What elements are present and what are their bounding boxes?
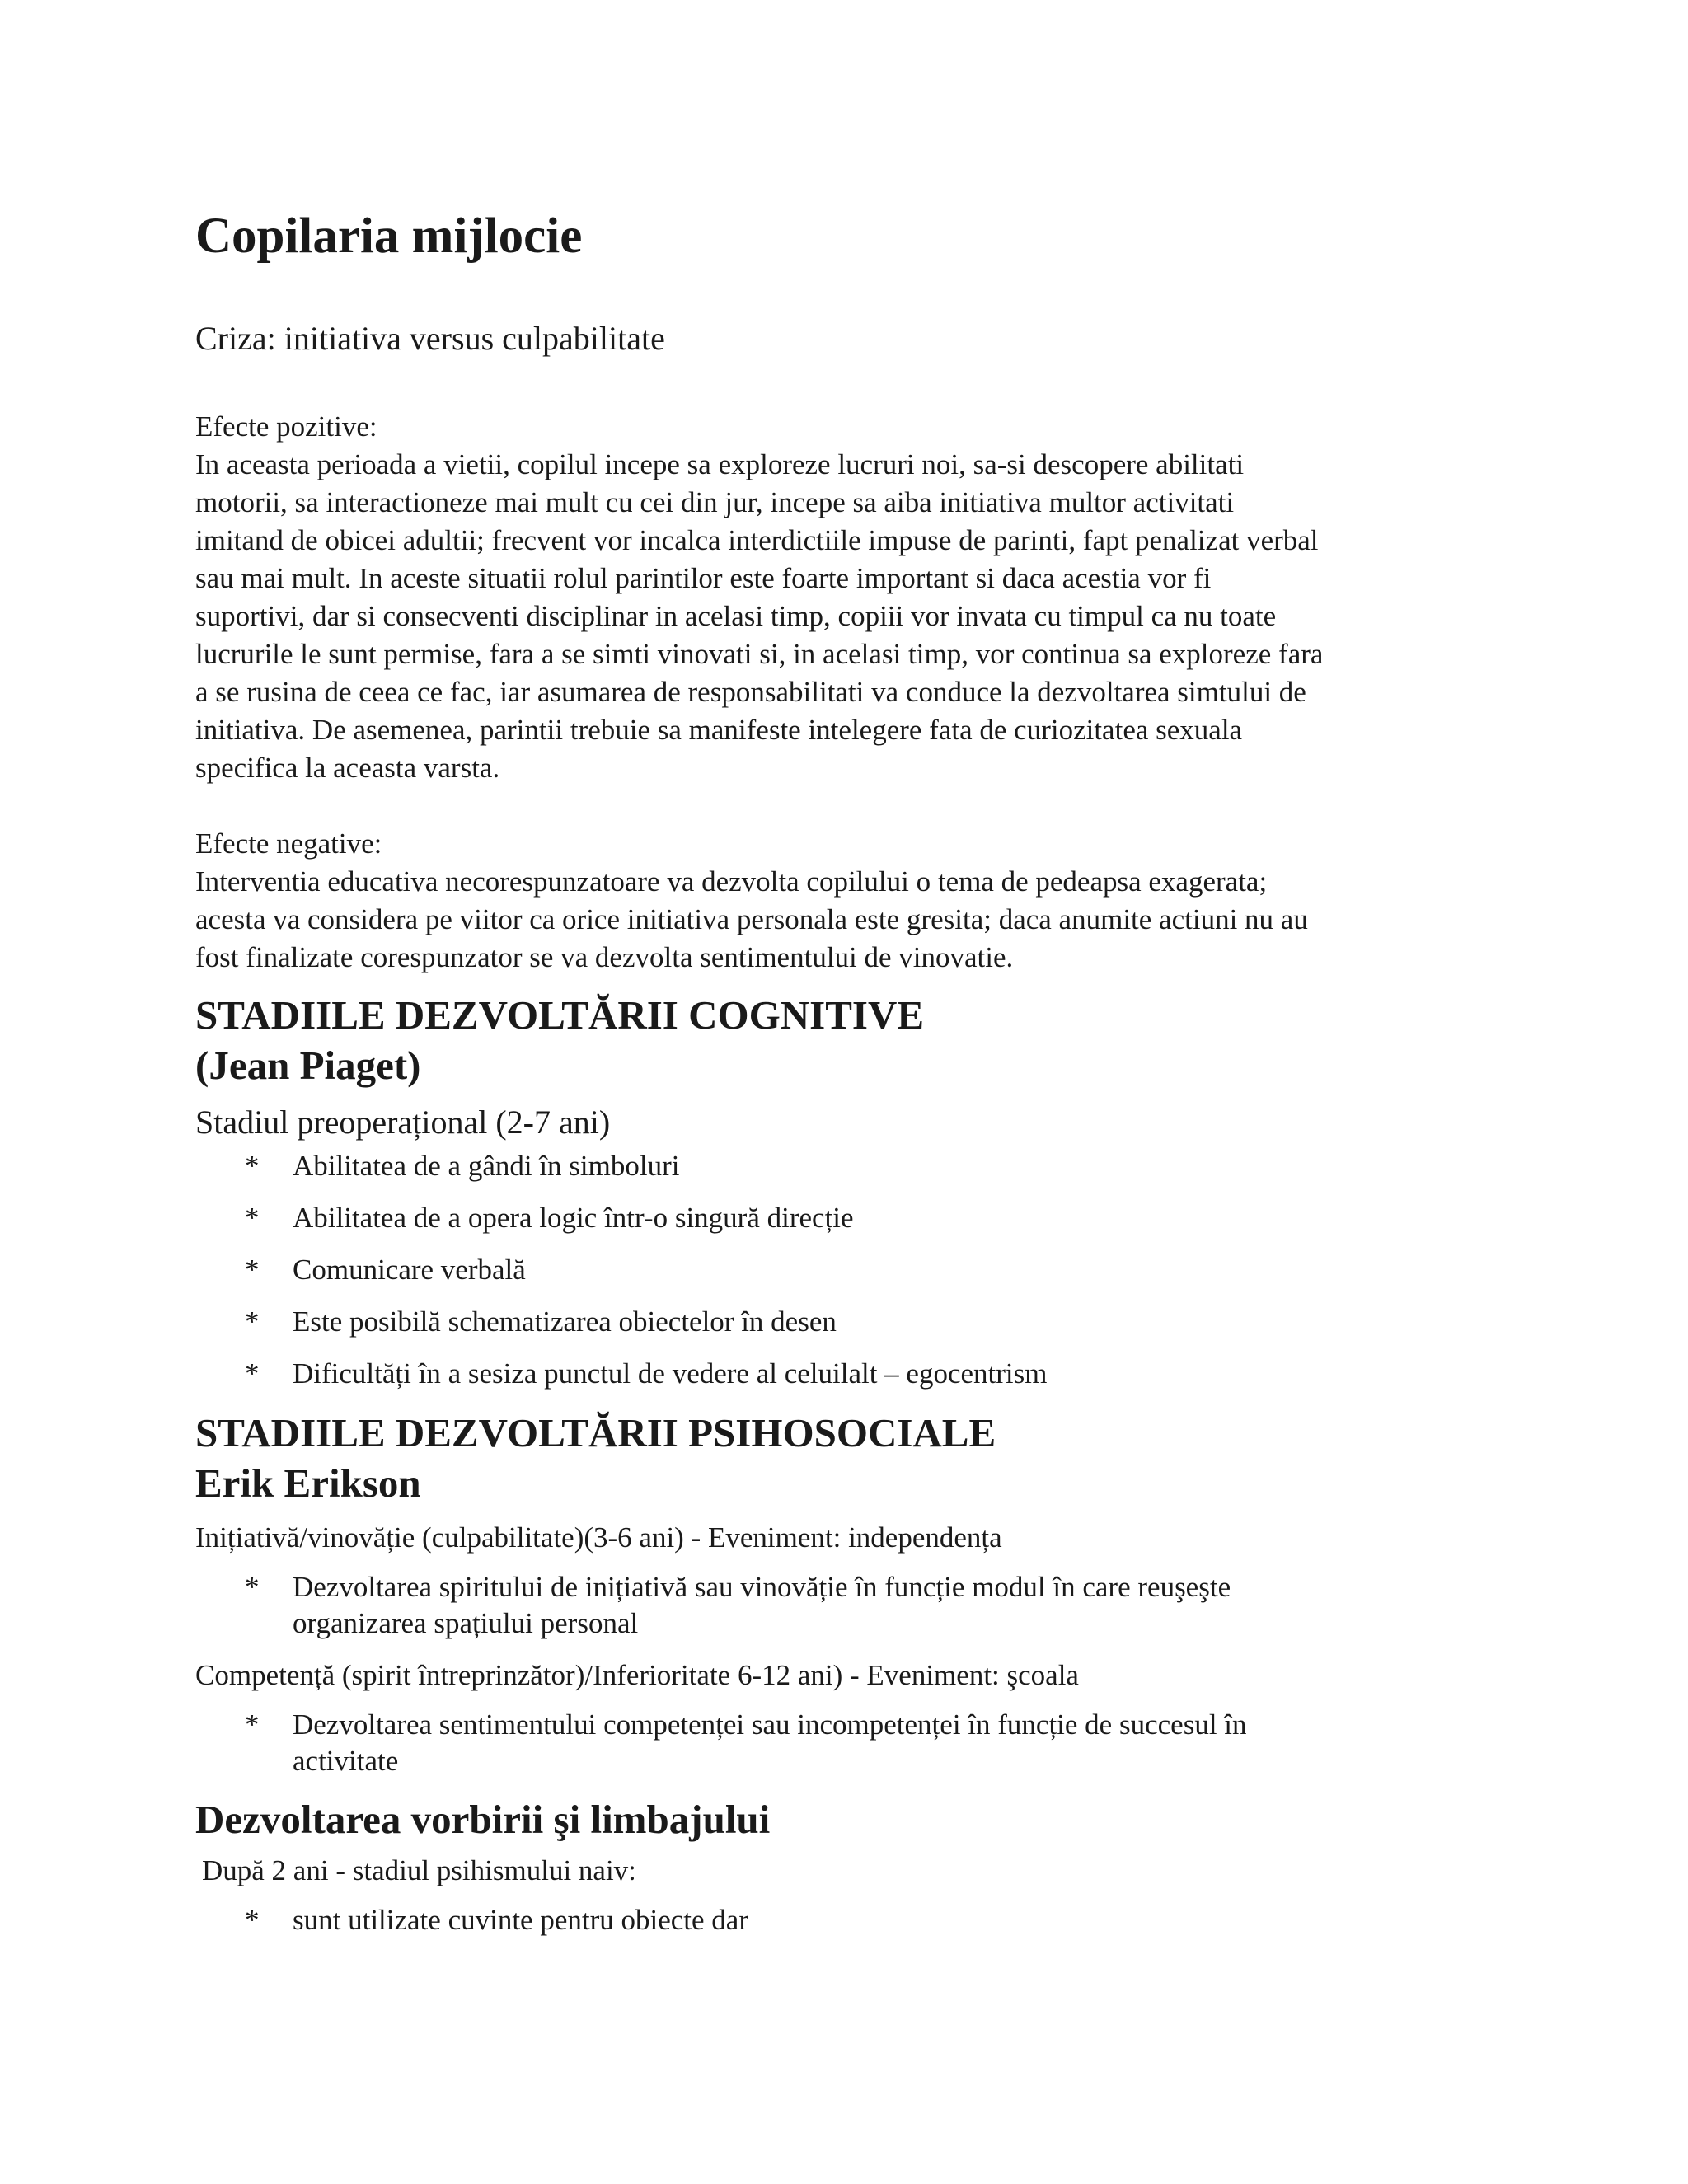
positive-line: lucrurile le sunt permise, fara a se simti vinovati si, in acelasi timp, vor continua sa exploreze fara [195, 638, 1324, 671]
negative-effects-section [195, 825, 1514, 977]
psychosocial-section [195, 1408, 1514, 1779]
negative-effects-label: Efecte negative: [195, 827, 382, 860]
list-item [195, 1304, 1514, 1340]
positive-line: sau mai mult. In aceste situatii rolul parintilor este foarte important si daca acestia vor fi [195, 562, 1212, 595]
list-item-text-cont: activitate [293, 1745, 399, 1778]
psychosocial-stage-2: Competență (spirit întreprinzător)/Inferioritate 6-12 ani) - Eveniment: şcoala [195, 1659, 1079, 1692]
psychosocial-heading: STADIILE DEZVOLTĂRII PSIHOSOCIALE [195, 1410, 996, 1456]
cognitive-bullet-list [195, 1148, 1514, 1392]
list-item [195, 1148, 1514, 1184]
bullet-marker: * [245, 1571, 260, 1604]
list-item-text: Este posibilă schematizarea obiectelor în desen [293, 1305, 837, 1338]
list-item [195, 1569, 1514, 1642]
positive-line: In aceasta perioada a vietii, copilul incepe sa exploreze lucruri noi, sa-si descopere abilitati [195, 448, 1245, 481]
negative-line: Interventia educativa necorespunzatoare va dezvolta copilului o tema de pedeapsa exagerata; [195, 865, 1268, 898]
bullet-marker: * [245, 1305, 260, 1338]
list-item-text: Dificultăți în a sesiza punctul de vedere al celuilalt – egocentrism [293, 1357, 1048, 1390]
language-section [195, 1795, 1514, 1938]
positive-line: suportivi, dar si consecventi disciplinar in acelasi timp, copiii vor invata cu timpul ca nu toate [195, 600, 1277, 633]
cognitive-heading-line1: STADIILE DEZVOLTĂRII COGNITIVE [195, 992, 925, 1038]
crisis-subtitle: Criza: initiativa versus culpabilitate [195, 320, 665, 358]
list-item-text: Dezvoltarea spiritului de inițiativă sau vinovăție în funcție modul în care reuşeşte [293, 1571, 1231, 1604]
bullet-marker: * [245, 1150, 260, 1183]
psychosocial-stage-1: Inițiativă/vinovăție (culpabilitate)(3-6 ani) - Eveniment: independența [195, 1521, 1002, 1554]
page-title: Copilaria mijlocie [195, 209, 583, 264]
bullet-marker: * [245, 1357, 260, 1390]
bullet-marker: * [245, 1708, 260, 1741]
cognitive-heading-author: (Jean Piaget) [195, 1043, 421, 1089]
cognitive-heading [195, 990, 1514, 1040]
list-item-text-cont: organizarea spațiului personal [293, 1607, 639, 1640]
bullet-marker: * [245, 1904, 260, 1937]
positive-line: initiativa. De asemenea, parintii trebuie sa manifeste intelegere fata de curiozitatea sexuala [195, 714, 1243, 747]
list-item [195, 1252, 1514, 1288]
list-item [195, 1356, 1514, 1392]
positive-effects-label: Efecte pozitive: [195, 410, 377, 443]
list-item-text: Comunicare verbală [293, 1254, 526, 1286]
bullet-marker: * [245, 1254, 260, 1286]
list-item-text: Dezvoltarea sentimentului competenței sau incompetenței în funcție de succesul în [293, 1708, 1247, 1741]
language-bullet-list [195, 1902, 1514, 1938]
negative-line: acesta va considera pe viitor ca orice initiativa personala este gresita; daca anumite actiuni nu au [195, 903, 1308, 936]
negative-line: fost finalizate corespunzator se va dezvolta sentimentului de vinovatie. [195, 941, 1014, 974]
positive-line: a se rusina de ceea ce fac, iar asumarea de responsabilitati va conduce la dezvoltarea simtului de [195, 676, 1306, 709]
psychosocial-heading-author: Erik Erikson [195, 1460, 421, 1507]
positive-line: imitand de obicei adultii; frecvent vor incalca interdictiile impuse de parinti, fapt penalizat verbal [195, 524, 1319, 557]
document-page [195, 206, 1514, 1954]
list-item [195, 1200, 1514, 1236]
list-item [195, 1707, 1514, 1779]
list-item-text: sunt utilizate cuvinte pentru obiecte dar [293, 1904, 748, 1937]
list-item [195, 1902, 1514, 1938]
positive-effects-section [195, 408, 1514, 787]
language-heading: Dezvoltarea vorbirii şi limbajului [195, 1797, 771, 1843]
cognitive-stage: Stadiul preoperațional (2-7 ani) [195, 1104, 611, 1141]
list-item-text: Abilitatea de a gândi în simboluri [293, 1150, 680, 1183]
language-stage: După 2 ani - stadiul psihismului naiv: [202, 1854, 636, 1887]
cognitive-section [195, 990, 1514, 1392]
list-item-text: Abilitatea de a opera logic într-o singură direcție [293, 1202, 854, 1235]
psychosocial-stage-2-list [195, 1707, 1514, 1779]
bullet-marker: * [245, 1202, 260, 1235]
positive-line: specifica la aceasta varsta. [195, 752, 500, 785]
positive-line: motorii, sa interactioneze mai mult cu cei din jur, incepe sa aiba initiativa multor activitati [195, 486, 1235, 519]
psychosocial-stage-1-list [195, 1569, 1514, 1642]
